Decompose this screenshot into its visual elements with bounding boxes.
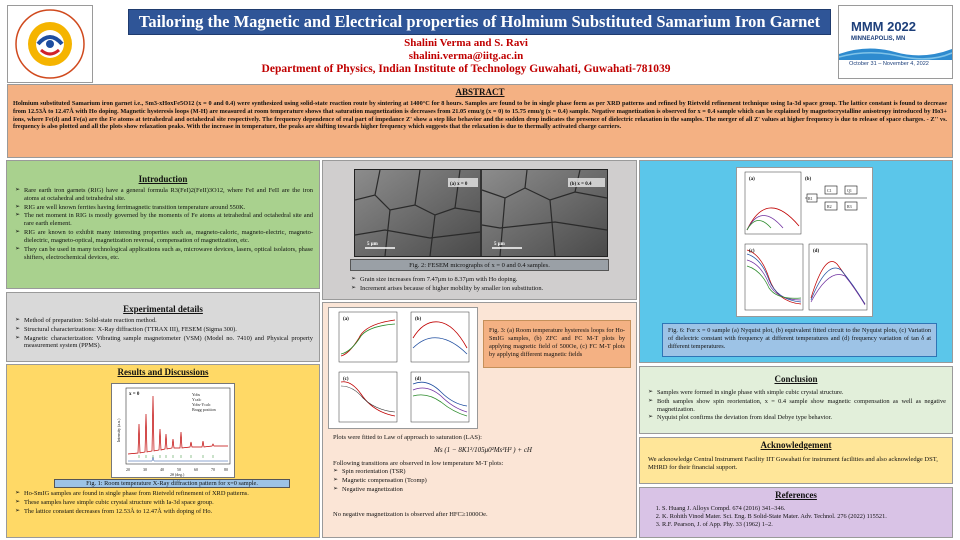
xrd-xtick: 70 <box>211 467 215 472</box>
conference-city: MINNEAPOLIS, MN <box>851 36 906 42</box>
sem-scale-a: 5 μm <box>367 242 378 247</box>
impedance-panel <box>639 160 953 363</box>
list-item: ➢ These samples have simple cubic crystal structure with Ia-3d space group. <box>15 499 315 507</box>
references-title: References <box>775 490 817 500</box>
experimental-list <box>7 317 319 350</box>
reference-item: 3. R.F. Pearson, J. of App. Phy. 33 (1962) 1–2. <box>662 521 948 529</box>
xrd-panel-label: x = 0 <box>129 392 140 397</box>
poster-title-bar <box>128 9 831 35</box>
xrd-xlabel: 2θ (deg.) <box>170 472 185 477</box>
list-item: ➢ They can be used in many technological applications such as, microwave devices, lasers, optical isolators, phase shifters, electrochemical devices, etc. <box>15 246 313 262</box>
magnetic-footer: No negative magnetization is observed after HFC≥1000Oe. <box>333 511 488 519</box>
xrd-xtick: 80 <box>224 467 228 472</box>
xrd-legend-item: Ycalc <box>192 397 202 402</box>
list-item: ➢ Both samples show spin reorientation, x = 0.4 sample show magnetic compensation as well as negative magnetization. <box>648 398 946 414</box>
list-item: ➢ Magnetic characterization: Vibrating sample magnetometer (VSM) (Model no. 7410) and Physical property measurement system (PPMS). <box>15 335 313 351</box>
acknowledgement-panel <box>639 437 953 484</box>
abstract-text: Holmium substituted Samarium iron garnet i.e., Sm3-xHoxFe5O12 (x = 0 and 0.4) were synthesized using solid-state reaction route by sintering at 1400°C for 8 hours. Samples are found to be in single phase form as per XRD patterns and refined by Rietveld refinement technique using Ia-3d space group. The lattice constant is found to decrease from 12.53Å to 12.47Å with Ho doping. Magnetic hysteresis loops (M-H) are measured at room temperature shows that saturation magnetization is decreases from 21.05 emu/g (x = 0) to 15.75 emu/g (x = 0.4) sample. Negative magnetization is observed for x = 0.4 sample which can be explained by magnetocrystalline anisotropy introduced by Ho3+ ions, where Fe(d) and Fe(a) are the Fe atoms at tetrahedral and octahedral site respectively. The frequency dependence of real part of impedance Z' show a step like behavior and the sudden drop indicates the presence of dielectric relaxation in the samples. The merger of all Z' values at higher frequency is due to release of space charges. - Z'' vs. frequency is also plotted and all the plots show relaxation peaks. With the increase in temperature, the peaks are shifting towards higher frequency which suggests that the relaxation is due to thermally activated charge carriers. <box>13 100 947 131</box>
fesem-panel <box>322 160 637 300</box>
imp-panel-label: (a) <box>749 177 755 182</box>
results-title: Results and Discussions <box>117 367 209 377</box>
results-list <box>7 490 320 516</box>
conference-name: MMM 2022 <box>851 19 917 34</box>
list-item: ➢ Samples were formed in single phase with simple cubic crystal structure. <box>648 389 946 397</box>
introduction-list <box>7 187 319 261</box>
abstract-panel <box>7 84 953 158</box>
poster-title: Tailoring the Magnetic and Electrical properties of Holmium Substituted Samarium Iron Garnet <box>138 12 821 31</box>
list-item: ➢ Negative magnetization <box>333 486 627 494</box>
conclusion-title: Conclusion <box>774 374 818 384</box>
figure-6-caption: Fig. 6: For x = 0 sample (a) Nyquist plot, (b) equivalent fitted circuit to the Nyquist plots, (c) Variation of dielectric constant with frequency at different temperatures and (d) frequency variation of tan δ at different temperatures. <box>662 323 937 357</box>
magnetic-panel <box>322 302 637 538</box>
xrd-ylabel: Intensity (a.u.) <box>116 418 121 442</box>
sem-scale-b: 5 μm <box>494 242 505 247</box>
mag-panel-label: (c) <box>343 377 349 382</box>
list-item: ➢ Magnetic compensation (Tcomp) <box>333 477 627 485</box>
references-panel <box>639 487 953 538</box>
magnetic-text <box>333 434 633 520</box>
reference-item: 1. S. Huang J. Alloys Compd. 674 (2016) 341–346. <box>662 505 948 513</box>
list-item: ➢ The lattice constant decreases from 12.53Å to 12.47Å with doping of Ho. <box>15 508 315 516</box>
circuit-label: R2 <box>827 204 832 209</box>
circuit-label: R1 <box>808 196 813 201</box>
list-item: ➢ Structural characterizations: X-Ray diffraction (TTRAX III), FESEM (Sigma 300). <box>15 326 313 334</box>
results-panel <box>6 364 320 538</box>
circuit-label: C1 <box>827 188 832 193</box>
circuit-label: R3 <box>847 204 852 209</box>
xrd-xtick: 50 <box>177 467 181 472</box>
conclusion-panel <box>639 366 953 434</box>
conference-dates: October 31 – November 4, 2022 <box>849 61 929 67</box>
sem-label-b: (b) x = 0.4 <box>570 182 592 187</box>
acknowledgement-title: Acknowledgement <box>760 440 832 450</box>
imp-panel-label: (b) <box>805 177 812 182</box>
list-item: ➢ RIG are well known ferrites having ferrimagnetic transition temperature around 550K. <box>15 204 313 212</box>
xrd-legend-item: Bragg position <box>192 407 216 412</box>
list-item: ➢ Grain size increases from 7.47μm to 8.37μm with Ho doping. <box>351 276 627 284</box>
reference-item: 2. K. Rohith Vinod Mater. Sci. Eng. B Solid-State Mater. Adv. Technol. 276 (2022) 115521. <box>662 513 948 521</box>
conference-badge <box>838 5 953 79</box>
xrd-xtick: 20 <box>126 467 130 472</box>
list-item: ➢ Nyquist plot confirms the deviation from ideal Debye type behavior. <box>648 414 946 422</box>
conference-wave-icon <box>839 44 952 60</box>
figure-2-caption: Fig. 2: FESEM micrographs of x = 0 and 0.4 samples. <box>350 259 609 271</box>
figure-3-caption: Fig. 3: (a) Room temperature hysteresis loops for Ho-SmIG samples, (b) ZFC and FC M-T plots by applying magnetic field of 500Oe, (c) FC M-T plots by applying different magnetic fields <box>483 320 631 368</box>
experimental-panel <box>6 292 320 362</box>
magnetic-plots-figure <box>328 307 478 429</box>
list-item: ➢ RIG are known to exhibit many interesting properties such as, magneto-caloric, magneto-electric, magneto-dielectric, magneto-optical, magnetization reversal, compensation of magnetization, etc. <box>15 229 313 245</box>
introduction-title: Introduction <box>138 174 188 184</box>
las-intro: Plots were fitted to Law of approach to saturation (LAS): <box>333 434 482 441</box>
list-item: ➢ Ho-SmIG samples are found in single phase from Rietveld refinement of XRD patterns. <box>15 490 315 498</box>
department: Department of Physics, Indian Institute of Technology Guwahati, Guwahati-781039 <box>261 63 671 75</box>
iitg-logo-icon <box>8 6 92 82</box>
authors: Shalini Verma and S. Ravi <box>404 37 528 49</box>
impedance-figure <box>736 167 873 317</box>
list-item: ➢ Rare earth iron garnets (RIG) have a general formula R3(FeI)2(FeII)3O12, where FeI and FeII are the iron atoms at octahedral and tetrahedral site. <box>15 187 313 203</box>
fesem-micrograph <box>354 169 608 257</box>
introduction-panel <box>6 160 320 289</box>
author-email: shalini.verma@iitg.ac.in <box>408 50 524 62</box>
conclusion-list <box>640 389 952 422</box>
sem-label-a: (a) x = 0 <box>450 182 468 187</box>
institute-logo <box>7 5 93 83</box>
mag-panel-label: (b) <box>415 317 422 322</box>
mag-panel-label: (d) <box>415 377 422 382</box>
imp-panel-label: (d) <box>813 249 820 254</box>
figure-1-caption: Fig. 1: Room temperature X-Ray diffraction pattern for x=0 sample. <box>54 479 290 488</box>
list-item: ➢ Spin reorientation (TSR) <box>333 468 627 476</box>
xrd-legend-item: Yobs <box>192 392 201 397</box>
list-item: ➢ Method of preparation: Solid-state reaction method. <box>15 317 313 325</box>
las-equation: Ms (1 − 8K1²/105μ0²Ms²H² ) + cH <box>434 446 532 455</box>
abstract-title: ABSTRACT <box>455 87 505 97</box>
experimental-title: Experimental details <box>123 304 203 314</box>
xrd-figure <box>111 383 235 478</box>
acknowledgement-text: We acknowledge Central Instrument Facility IIT Guwahati for instrument facilities and also acknowledge DST, MHRD for their financial support. <box>648 456 938 472</box>
references-list <box>640 505 952 530</box>
list-item: ➢ The net moment in RIG is mostly governed by the moments of Fe atoms at tetrahedral and octahedral site and rare earth element. <box>15 212 313 228</box>
list-item: ➢ Increment arises because of higher mobility by smaller ion substitution. <box>351 285 627 293</box>
imp-panel-label: (c) <box>749 249 755 254</box>
xrd-xtick: 30 <box>143 467 147 472</box>
transitions-list <box>333 468 633 493</box>
xrd-xtick: 60 <box>194 467 198 472</box>
transitions-intro: Following transitions are observed in low temperature M-T plots: <box>333 459 504 467</box>
circuit-label: Q1 <box>847 188 852 193</box>
xrd-legend-item: Yobs-Ycalc <box>192 402 211 407</box>
mag-panel-label: (a) <box>343 317 349 322</box>
xrd-xtick: 40 <box>160 467 164 472</box>
fesem-list <box>343 276 633 294</box>
author-block <box>96 34 836 80</box>
